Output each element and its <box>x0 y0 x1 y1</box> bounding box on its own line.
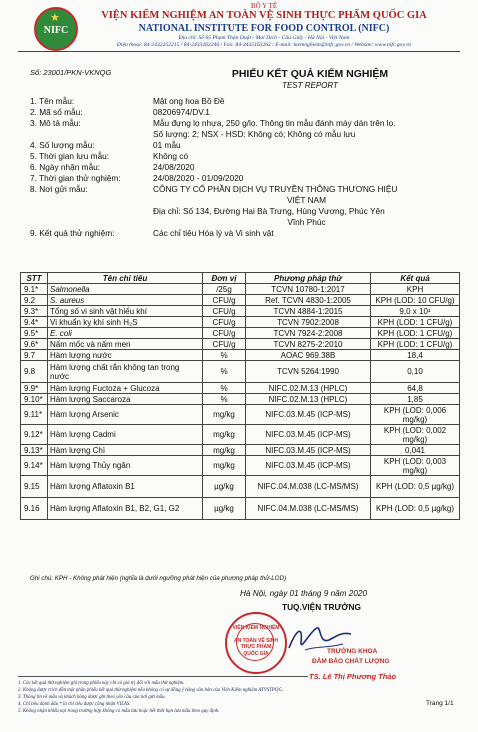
cell-unit: % <box>203 383 246 394</box>
cell-stt: 9.2 <box>21 295 48 306</box>
cell-stt: 9.14* <box>21 456 48 476</box>
info-label <box>30 129 153 140</box>
star-icon: ★ <box>50 12 60 24</box>
report-title: PHIẾU KẾT QUẢ KIỂM NGHIỆM <box>231 68 389 80</box>
stamp-line-2: AN TOÀN VỆ SINH THỰC PHẨM <box>233 638 279 650</box>
table-row <box>21 456 460 476</box>
info-value: Mẫu đựng lọ nhựa, 250 g/lọ. Thông tin mẫu đánh máy dán trên lọ. <box>153 118 396 128</box>
cell-unit: CFU/g <box>203 328 246 339</box>
cell-unit: % <box>203 394 246 405</box>
sign-date: Hà Nội, ngày 01 tháng 9 năm 2020 <box>240 589 367 598</box>
cell-result: 0,041 <box>371 445 460 456</box>
info-value: Các chỉ tiêu Hóa lý và Vi sinh vật <box>153 228 274 238</box>
cell-method: NIFC.03.M.45 (ICP-MS) <box>246 445 371 456</box>
info-label <box>30 217 153 228</box>
cell-stt: 9.1* <box>21 284 48 295</box>
cell-method: NIFC.02.M.13 (HPLC) <box>246 394 371 405</box>
cell-result: KPH (LOD: 1 CFU/g) <box>371 339 460 350</box>
cell-stt: 9.9* <box>21 383 48 394</box>
cell-name: E. coli <box>48 328 203 339</box>
institute-contact: Điện thoại: 84-2432252215 / 84-2433262246 / Fax: 84-2435163262 / E-mail: kiemnghiem@nifc.gov.vn / Website: www.nifc.gov.vn <box>116 42 412 48</box>
footnote-line: 1. Các kết quả thử nghiệm ghi trong phiếu này chỉ có giá trị đối với mẫu thử nghiệm. <box>18 681 185 686</box>
stamp-line-1: VIỆN KIỂM NGHIỆM <box>232 625 280 631</box>
cell-result: KPH (LOD: 1 CFU/g) <box>371 328 460 339</box>
nifc-logo <box>34 7 78 51</box>
cell-result: 18,4 <box>371 350 460 361</box>
col-unit: Đơn vị <box>203 273 246 284</box>
info-value: 01 mẫu <box>153 140 181 150</box>
cell-unit: % <box>203 361 246 383</box>
cell-name: Hàm lượng chất rắn không tan trong nước <box>48 361 203 383</box>
info-row <box>30 107 460 118</box>
header-divider <box>18 51 460 52</box>
info-label: 7. Thời gian thử nghiệm: <box>30 173 121 183</box>
table-row <box>21 317 460 328</box>
info-row <box>30 151 460 162</box>
cell-unit: CFU/g <box>203 295 246 306</box>
info-label <box>30 206 153 217</box>
cell-result: KPH (LOD: 0,003 mg/kg) <box>371 456 460 476</box>
info-value: Vĩnh Phúc <box>287 217 326 227</box>
cell-result: KPH (LOD: 0,5 µg/kg) <box>371 498 460 520</box>
cell-name: Hàm lượng nước <box>48 350 203 361</box>
signer-department-2: ĐẢM BẢO CHẤT LƯỢNG <box>312 658 390 665</box>
cell-unit: µg/kg <box>203 476 246 498</box>
info-value: 24/08/2020 <box>153 162 195 172</box>
institute-name-en: NATIONAL INSTITUTE FOR FOOD CONTROL (NIFC) <box>138 23 390 34</box>
footnotes <box>18 680 438 715</box>
col-method: Phương pháp thử <box>246 273 371 284</box>
cell-unit: mg/kg <box>203 445 246 456</box>
cell-stt: 9.12* <box>21 425 48 445</box>
cell-name: S. aureus <box>48 295 203 306</box>
info-value: 24/08/2020 - 01/09/2020 <box>153 173 244 183</box>
cell-name: Hàm lượng Chì <box>48 445 203 456</box>
info-value: 08206974/DV.1 <box>153 107 210 117</box>
footer-divider <box>18 676 308 677</box>
page-number: Trang 1/1 <box>426 700 454 707</box>
cell-method: TCVN 4884-1:2015 <box>246 306 371 317</box>
info-label: 4. Số lượng mẫu: <box>30 140 95 150</box>
table-row <box>21 394 460 405</box>
info-value: Mật ong hoa Bồ Đề <box>153 96 225 106</box>
cell-stt: 9.8 <box>21 361 48 383</box>
info-row <box>30 173 460 184</box>
cell-name: Nấm mốc và nấm men <box>48 339 203 350</box>
table-row <box>21 328 460 339</box>
info-value: Không có <box>153 151 189 161</box>
institute-name-vn: VIỆN KIỂM NGHIỆM AN TOÀN VỆ SINH THỰC PHẨM QUỐC GIA <box>101 10 427 21</box>
cell-method: NIFC.03.M.45 (ICP-MS) <box>246 456 371 476</box>
stamp-line-3: QUỐC GIA <box>243 651 269 657</box>
cell-method: NIFC.03.M.45 (ICP-MS) <box>246 425 371 445</box>
cell-result: 64,8 <box>371 383 460 394</box>
results-table <box>20 272 460 520</box>
cell-stt: 9.15 <box>21 476 48 498</box>
cell-name: Hàm lượng Thủy ngân <box>48 456 203 476</box>
info-row <box>30 184 460 195</box>
cell-unit: mg/kg <box>203 425 246 445</box>
info-label <box>30 195 153 206</box>
table-row <box>21 405 460 425</box>
info-row <box>30 195 460 206</box>
cell-result: KPH (LOD: 0,5 µg/kg) <box>371 476 460 498</box>
table-row <box>21 284 460 295</box>
cell-stt: 9.5* <box>21 328 48 339</box>
cell-method: NIFC.03.M.45 (ICP-MS) <box>246 405 371 425</box>
col-name: Tên chỉ tiêu <box>48 273 203 284</box>
info-value: VIỆT NAM <box>286 195 327 205</box>
table-row <box>21 383 460 394</box>
cell-stt: 9.3* <box>21 306 48 317</box>
cell-method: AOAC 969.38B <box>246 350 371 361</box>
info-label: 6. Ngày nhận mẫu: <box>30 162 101 172</box>
cell-name: Salmonella <box>48 284 203 295</box>
results-body <box>21 284 460 520</box>
cell-name: Hàm lượng Fuctoza + Glucoza <box>48 383 203 394</box>
table-row <box>21 295 460 306</box>
cell-result: KPH (LOD: 1 CFU/g) <box>371 317 460 328</box>
cell-result: KPH (LOD: 0,006 mg/kg) <box>371 405 460 425</box>
cell-method: TCVN 10780-1:2017 <box>246 284 371 295</box>
info-row <box>30 217 460 228</box>
signer-department-1: TRƯỞNG KHOA <box>327 648 378 655</box>
cell-name: Hàm lượng Aflatoxin B1, B2, G1, G2 <box>48 498 203 520</box>
info-value: CÔNG TY CỔ PHẦN DỊCH VỤ TRUYỀN THÔNG THƯƠNG HIỆU <box>153 184 398 194</box>
info-label: 5. Thời gian lưu mẫu: <box>30 151 110 161</box>
footnote-line: 2. Không được trích dẫn một phần phiếu kết quả thử nghiệm nếu không có sự đồng ý bằng văn bản của Viện Kiểm nghiệm ATVSTPQG. <box>18 688 284 693</box>
cell-unit: CFU/g <box>203 317 246 328</box>
cell-method: TCVN 8275-2:2010 <box>246 339 371 350</box>
cell-method: TCVN 5264:1990 <box>246 361 371 383</box>
cell-unit: mg/kg <box>203 405 246 425</box>
info-label: 2. Mã số mẫu: <box>30 107 83 117</box>
sample-info <box>30 96 460 239</box>
col-result: Kết quả <box>371 273 460 284</box>
cell-stt: 9.11* <box>21 405 48 425</box>
cell-result: KPH (LOD: 10 CFU/g) <box>371 295 460 306</box>
footnote-line: 3. Thông tin về mẫu và khách hàng được ghi theo yêu cầu của nơi gửi mẫu. <box>18 695 166 700</box>
table-row <box>21 361 460 383</box>
info-row <box>30 129 460 140</box>
info-row <box>30 140 460 151</box>
table-row <box>21 339 460 350</box>
cell-result: KPH <box>371 284 460 295</box>
cell-stt: 9.6* <box>21 339 48 350</box>
logo-text: NIFC <box>43 25 69 36</box>
cell-unit: µg/kg <box>203 498 246 520</box>
info-label: 3. Mô tả mẫu: <box>30 118 81 128</box>
cell-name: Tổng số vi sinh vật hiếu khí <box>48 306 203 317</box>
table-header-row <box>21 273 460 284</box>
cell-name: Vi khuẩn kỵ khí sinh H₂S <box>48 317 203 328</box>
cell-method: TCVN 7924-2:2008 <box>246 328 371 339</box>
cell-method: TCVN 7902:2008 <box>246 317 371 328</box>
footnote-line: 4. Chỉ tiêu đánh dấu * là chỉ tiêu được công nhận VILAS. <box>18 702 131 707</box>
info-label: 1. Tên mẫu: <box>30 96 75 106</box>
cell-stt: 9.10* <box>21 394 48 405</box>
table-row <box>21 476 460 498</box>
cell-stt: 9.4* <box>21 317 48 328</box>
cell-stt: 9.13* <box>21 445 48 456</box>
cell-method: NIFC.04.M.038 (LC-MS/MS) <box>246 498 371 520</box>
table-row <box>21 425 460 445</box>
cell-unit: mg/kg <box>203 456 246 476</box>
info-value: Số lượng: 2; NSX - HSD: Không có; Không có mẫu lưu <box>153 129 356 139</box>
info-row <box>30 96 460 107</box>
table-row <box>21 445 460 456</box>
report-subtitle: TEST REPORT <box>282 81 338 90</box>
institute-address: Địa chỉ: Số 65 Phạm Thận Duật - Mai Dịch - Cầu Giấy - Hà Nội - Việt Nam <box>178 35 350 41</box>
cell-method: NIFC.02.M.13 (HPLC) <box>246 383 371 394</box>
info-row <box>30 206 460 217</box>
info-row <box>30 162 460 173</box>
ministry-name: BỘ Y TẾ <box>250 2 278 10</box>
cell-method: NIFC.04.M.038 (LC-MS/MS) <box>246 476 371 498</box>
footnote-line: 5. Không nhận khiếu nại trong trường hợp không có mẫu lưu hoặc hết thời hạn lưu mẫu theo quy định. <box>18 709 220 714</box>
col-stt: STT <box>21 273 48 284</box>
info-label: 8. Nơi gửi mẫu: <box>30 184 88 194</box>
cell-result: 0,10 <box>371 361 460 383</box>
cell-result: 1,85 <box>371 394 460 405</box>
cell-unit: /25g <box>203 284 246 295</box>
signer-name: TS. Lê Thị Phương Thảo <box>309 672 397 681</box>
info-label: 9. Kết quả thử nghiệm: <box>30 228 115 238</box>
cell-unit: CFU/g <box>203 339 246 350</box>
table-row <box>21 306 460 317</box>
cell-stt: 9.16 <box>21 498 48 520</box>
official-stamp <box>225 612 287 674</box>
cell-unit: CFU/g <box>203 306 246 317</box>
table-row <box>21 350 460 361</box>
cell-name: Hàm lượng Arsenic <box>48 405 203 425</box>
cell-name: Hàm lượng Saccaroza <box>48 394 203 405</box>
info-value: Địa chỉ: Số 134, Đường Hai Bà Trưng, Hùng Vương, Phúc Yên <box>153 206 385 216</box>
cell-name: Hàm lượng Aflatoxin B1 <box>48 476 203 498</box>
cell-name: Hàm lượng Cadmi <box>48 425 203 445</box>
document-number: Số: 23001/PKN-VKNQG <box>30 68 112 77</box>
info-row <box>30 228 460 239</box>
cell-method: Ref. TCVN 4830-1:2005 <box>246 295 371 306</box>
cell-result: KPH (LOD: 0,002 mg/kg) <box>371 425 460 445</box>
note: Ghi chú: KPH - Không phát hiện (nghĩa là dưới ngưỡng phát hiện của phương pháp thử-LOD) <box>30 575 286 582</box>
info-row <box>30 118 460 129</box>
cell-stt: 9.7 <box>21 350 48 361</box>
table-row <box>21 498 460 520</box>
sign-title: TUQ.VIỆN TRƯỞNG <box>282 602 361 612</box>
cell-result: 9,0 x 10¹ <box>371 306 460 317</box>
cell-unit: % <box>203 350 246 361</box>
